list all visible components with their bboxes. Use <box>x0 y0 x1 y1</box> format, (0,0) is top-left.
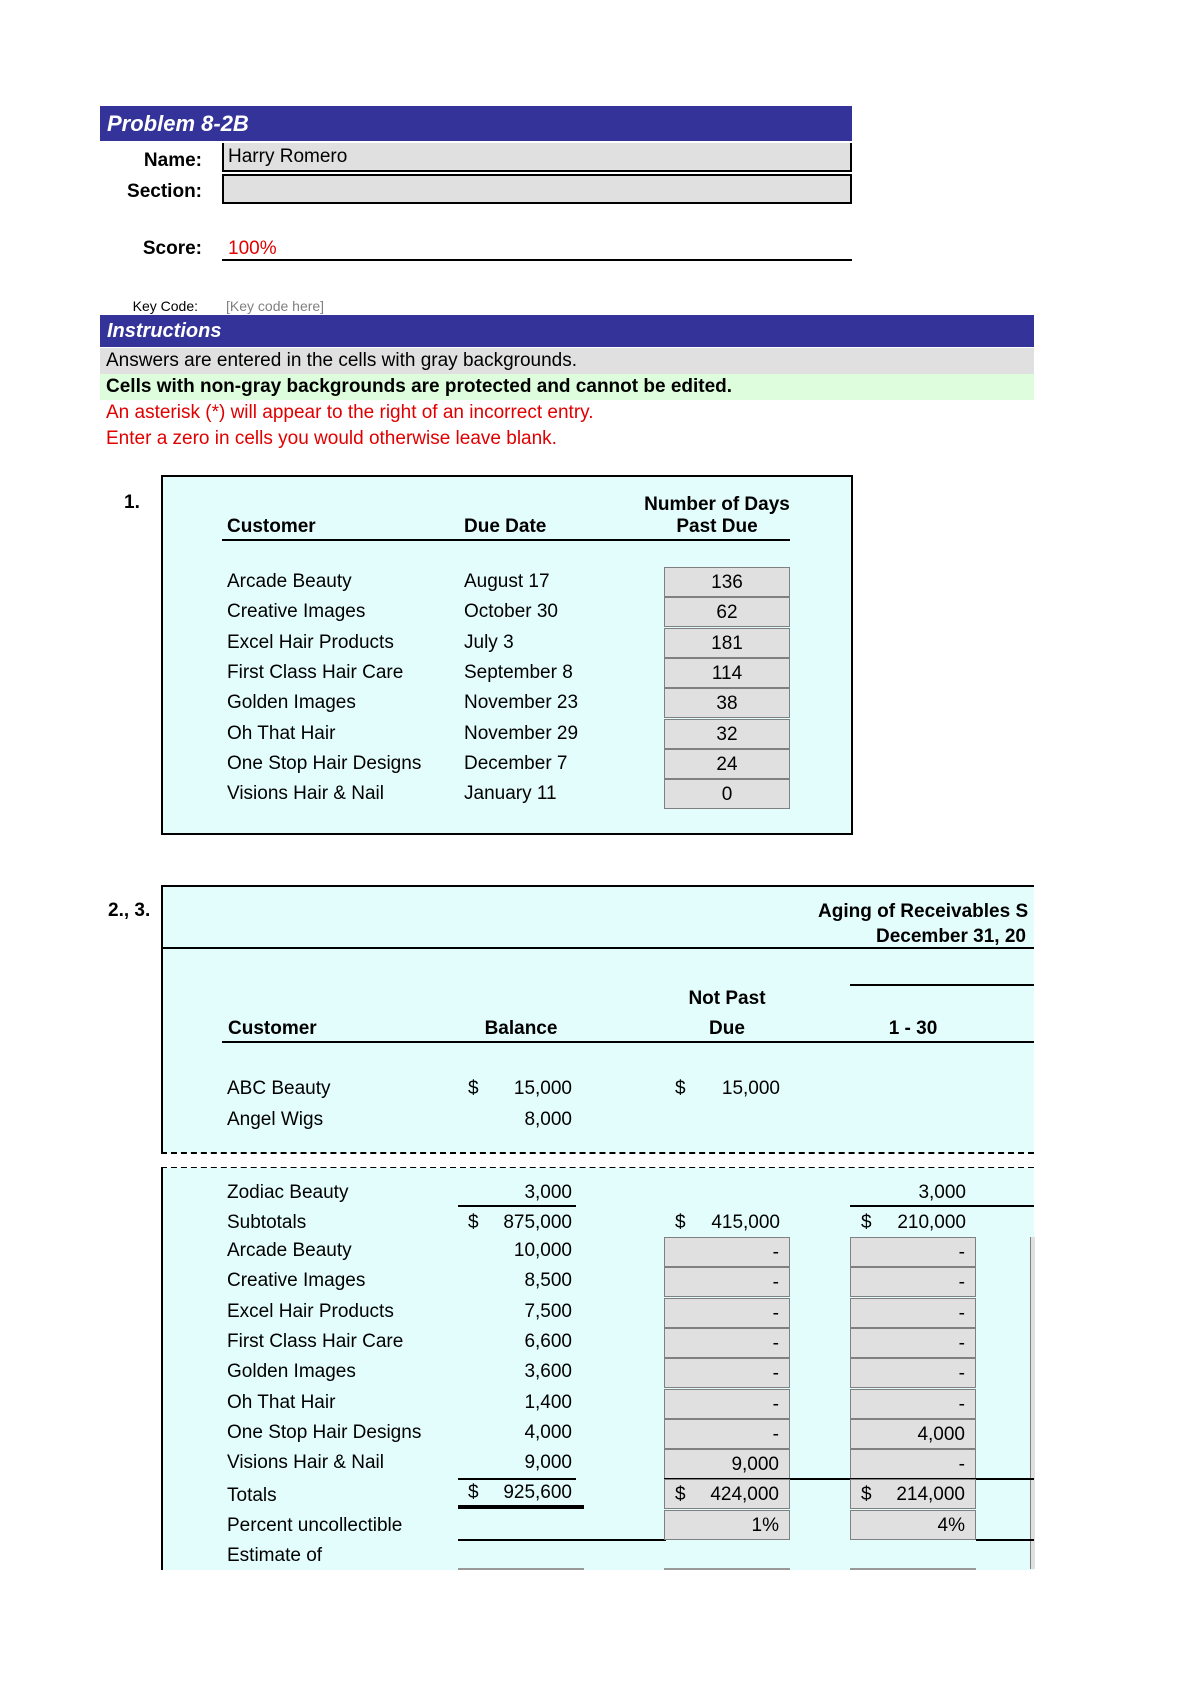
part2-row-1-30-input[interactable]: - <box>850 1237 976 1267</box>
part2-col-balance: Balance <box>484 1018 558 1039</box>
part1-row-due-date: January 11 <box>464 783 557 804</box>
part2-row-balance: 7,500 <box>524 1301 572 1322</box>
part2-row-notpast-input[interactable]: - <box>664 1419 790 1449</box>
part1-row-customer: One Stop Hair Designs <box>227 753 422 774</box>
part1-row-due-date: July 3 <box>464 632 514 653</box>
part1-row-customer: First Class Hair Care <box>227 662 404 683</box>
part2-row-1-30-input[interactable]: - <box>850 1389 976 1419</box>
part1-row-customer: Arcade Beauty <box>227 571 352 592</box>
subtotals-label: Subtotals <box>227 1212 307 1233</box>
subtotal-rule-balance <box>458 1205 576 1207</box>
part2-row-1-30-input[interactable]: - <box>850 1267 976 1297</box>
part1-row-customer: Creative Images <box>227 601 366 622</box>
part2-row-customer: Arcade Beauty <box>227 1240 352 1261</box>
next-column-edge <box>1030 1237 1035 1569</box>
part2-row-balance: 6,600 <box>524 1331 572 1352</box>
problem-title: Problem 8-2B <box>100 106 852 141</box>
part1-row-due-date: November 29 <box>464 723 579 744</box>
part1-row-customer: Golden Images <box>227 692 356 713</box>
part1-row-customer: Visions Hair & Nail <box>227 783 384 804</box>
totals-notpast: 424,000 <box>710 1484 779 1505</box>
subtotals-1-30: 210,000 <box>897 1212 966 1233</box>
part2-row-1-30-input[interactable]: - <box>850 1449 976 1479</box>
part2-row-notpast-input[interactable]: - <box>664 1298 790 1328</box>
subtotals-balance-sign: $ <box>468 1212 479 1233</box>
part2-title-line2: December 31, 20 <box>876 926 1026 947</box>
instructions-title: Instructions <box>100 315 1034 347</box>
zodiac-1-30: 3,000 <box>918 1182 966 1203</box>
part1-row-days-input[interactable]: 114 <box>664 658 790 688</box>
key-code-label: Key Code: <box>132 298 198 314</box>
part1-row-days-input[interactable]: 38 <box>664 688 790 718</box>
part2-col-notpast-line1: Not Past <box>688 988 766 1009</box>
score-value: 100% <box>228 238 277 259</box>
part1-row-days-input[interactable]: 24 <box>664 749 790 779</box>
part2-row-balance: 8,500 <box>524 1270 572 1291</box>
name-field[interactable]: Harry Romero <box>222 143 852 172</box>
totals-rule-balance <box>458 1478 576 1480</box>
instruction-line-zero: Enter a zero in cells you would otherwise leave blank. <box>106 428 557 449</box>
subtotals-notpast-sign: $ <box>675 1212 686 1233</box>
section-label: Section: <box>127 181 202 202</box>
part2-row-notpast-input[interactable]: - <box>664 1328 790 1358</box>
part2-row-1-30-input[interactable]: - <box>850 1298 976 1328</box>
part1-col-days-line1: Number of Days <box>644 494 790 515</box>
instruction-line-protected: Cells with non-gray backgrounds are protected and cannot be edited. <box>100 374 1034 400</box>
part1-label: 1. <box>124 492 140 513</box>
part1-row-days-input[interactable]: 32 <box>664 719 790 749</box>
part2-top-row-notpast-sign: $ <box>675 1078 686 1099</box>
part1-col-days-line2: Past Due <box>676 516 758 537</box>
instruction-line-gray: Answers are entered in the cells with gray backgrounds. <box>100 348 1034 374</box>
part2-row-customer: First Class Hair Care <box>227 1331 404 1352</box>
part2-top-row-customer: Angel Wigs <box>227 1109 324 1130</box>
part2-row-balance: 4,000 <box>524 1422 572 1443</box>
part2-col-1-30: 1 - 30 <box>888 1018 938 1039</box>
percent-notpast[interactable]: 1% <box>664 1510 790 1540</box>
percent-label: Percent uncollectible <box>227 1515 403 1536</box>
totals-balance-sign: $ <box>468 1482 479 1503</box>
part2-row-customer: Creative Images <box>227 1270 366 1291</box>
estimate-rule-1-30 <box>850 1568 976 1570</box>
part2-top-row-balance: 15,000 <box>513 1078 572 1099</box>
part2-row-notpast-input[interactable]: - <box>664 1358 790 1388</box>
score-underline <box>222 259 852 261</box>
part1-row-due-date: December 7 <box>464 753 568 774</box>
part2-col-notpast-line2: Due <box>709 1018 745 1039</box>
percent-rule-right <box>976 1539 1034 1541</box>
part1-col-due-date: Due Date <box>464 516 547 537</box>
part2-days-past-rule <box>850 984 1034 986</box>
part2-top-row-balance-sign: $ <box>468 1078 479 1099</box>
name-label: Name: <box>143 150 202 171</box>
instruction-line-asterisk: An asterisk (*) will appear to the right of an incorrect entry. <box>106 402 594 423</box>
zodiac-customer: Zodiac Beauty <box>227 1182 349 1203</box>
part2-row-customer: Visions Hair & Nail <box>227 1452 384 1473</box>
part1-row-due-date: November 23 <box>464 692 579 713</box>
part2-row-notpast-input[interactable]: - <box>664 1267 790 1297</box>
totals-1-30-sign: $ <box>861 1484 872 1505</box>
part1-row-days-input[interactable]: 181 <box>664 628 790 658</box>
part2-label: 2., 3. <box>108 900 151 921</box>
key-code-value: [Key code here] <box>226 298 325 314</box>
section-field[interactable] <box>222 174 852 204</box>
subtotals-balance: 875,000 <box>503 1212 572 1233</box>
subtotals-notpast: 415,000 <box>711 1212 780 1233</box>
score-label: Score: <box>142 238 202 259</box>
part2-row-balance: 10,000 <box>513 1240 572 1261</box>
estimate-label: Estimate of <box>227 1545 323 1566</box>
totals-1-30: 214,000 <box>896 1484 965 1505</box>
part2-top-row-customer: ABC Beauty <box>227 1078 331 1099</box>
part2-row-1-30-input[interactable]: - <box>850 1328 976 1358</box>
part2-row-notpast-input[interactable]: 9,000 <box>664 1449 790 1479</box>
part2-top-row-notpast: 15,000 <box>721 1078 780 1099</box>
part2-break-line-top <box>161 1152 1034 1154</box>
part2-row-notpast-input[interactable]: - <box>664 1237 790 1267</box>
estimate-rule-balance <box>458 1568 584 1570</box>
totals-double-rule <box>458 1505 584 1509</box>
part2-row-customer: Oh That Hair <box>227 1392 336 1413</box>
totals-1-30-cell <box>850 1479 976 1509</box>
part2-title-line1: Aging of Receivables S <box>818 901 1029 922</box>
part1-header-rule <box>222 539 790 541</box>
totals-balance: 925,600 <box>503 1482 572 1503</box>
totals-notpast-cell <box>664 1479 790 1509</box>
totals-notpast-sign: $ <box>675 1484 686 1505</box>
percent-rule-left <box>458 1539 666 1541</box>
part1-col-customer: Customer <box>227 516 316 537</box>
zodiac-balance: 3,000 <box>524 1182 572 1203</box>
part2-row-1-30-input[interactable]: 4,000 <box>850 1419 976 1449</box>
totals-label: Totals <box>227 1485 277 1506</box>
part1-row-customer: Oh That Hair <box>227 723 336 744</box>
part2-row-notpast-input[interactable]: - <box>664 1389 790 1419</box>
part2-row-balance: 1,400 <box>524 1392 572 1413</box>
part2-row-balance: 9,000 <box>524 1452 572 1473</box>
subtotals-1-30-sign: $ <box>861 1212 872 1233</box>
part2-row-customer: One Stop Hair Designs <box>227 1422 422 1443</box>
part2-row-balance: 3,600 <box>524 1361 572 1382</box>
part1-row-due-date: September 8 <box>464 662 573 683</box>
part1-row-days-input[interactable]: 136 <box>664 567 790 597</box>
part1-row-days-input[interactable]: 62 <box>664 597 790 627</box>
part1-row-days-input[interactable]: 0 <box>664 779 790 809</box>
part2-row-customer: Excel Hair Products <box>227 1301 394 1322</box>
part2-row-customer: Golden Images <box>227 1361 356 1382</box>
subtotal-rule-1-30 <box>850 1205 1034 1207</box>
part1-row-customer: Excel Hair Products <box>227 632 394 653</box>
part2-header-rule <box>222 1041 1034 1043</box>
percent-1-30[interactable]: 4% <box>850 1510 976 1540</box>
part1-row-due-date: October 30 <box>464 601 558 622</box>
estimate-rule-notpast <box>664 1568 790 1570</box>
part2-row-1-30-input[interactable]: - <box>850 1358 976 1388</box>
part2-top-row-balance: 8,000 <box>524 1109 572 1130</box>
part1-row-due-date: August 17 <box>464 571 550 592</box>
part2-col-customer: Customer <box>228 1018 317 1039</box>
